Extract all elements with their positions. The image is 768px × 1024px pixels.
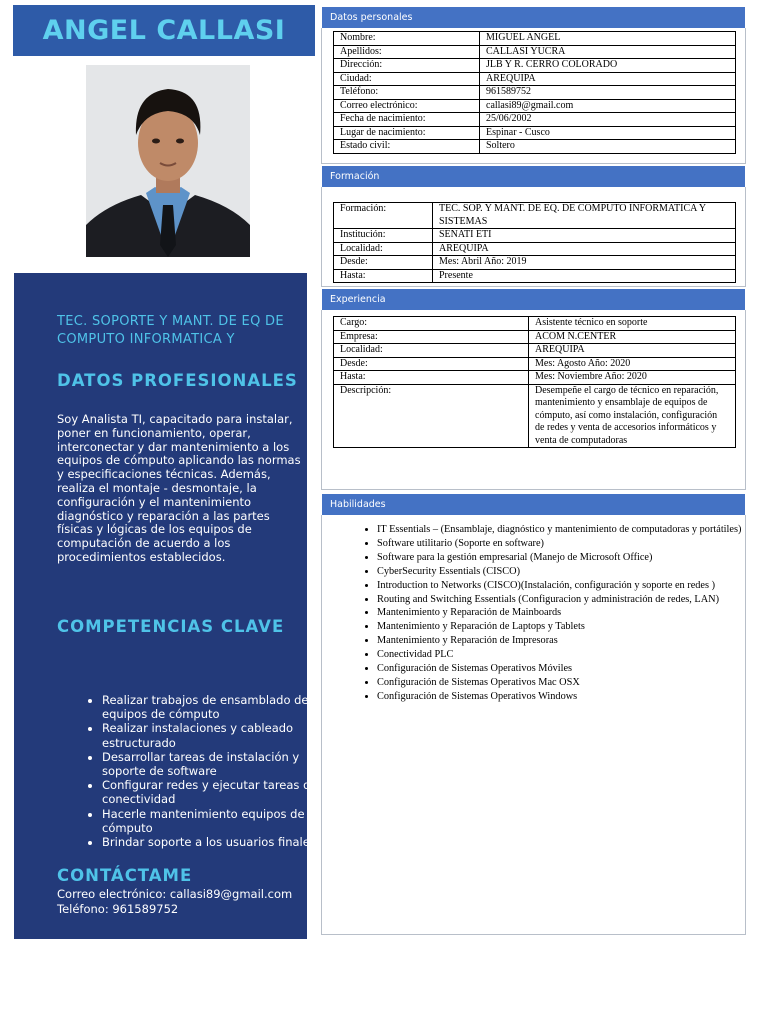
competencias-heading: COMPETENCIAS CLAVE <box>57 617 285 636</box>
contact-email: Correo electrónico: callasi89@gmail.com <box>57 887 293 901</box>
formacion-table <box>333 202 736 283</box>
list-item: • Brindar soporte a los usuarios finales <box>102 835 342 849</box>
contact-heading: CONTÁCTAME <box>57 866 193 885</box>
field-value: Presente <box>433 269 736 283</box>
field-label: Teléfono: <box>334 86 480 100</box>
experiencia-table <box>333 316 736 448</box>
list-item: • Realizar instalaciones y cableado estructurado <box>102 721 342 749</box>
personal-table <box>333 31 736 154</box>
section-title: Experiencia <box>330 294 386 305</box>
list-item: • Desarrollar tareas de instalación y soporte de software <box>102 750 342 778</box>
table-row <box>334 45 736 59</box>
left-panel <box>14 273 318 939</box>
table-row <box>334 32 736 46</box>
list-item: • Mantenimiento y Reparación de Impresoras <box>377 634 749 648</box>
table-row <box>334 330 736 344</box>
field-value: TEC. SOP. Y MANT. DE EQ. DE COMPUTO INFORMATICA Y SISTEMAS <box>433 203 736 229</box>
person-portrait-icon <box>86 65 250 257</box>
section-header-personal <box>322 7 745 28</box>
field-value: MIGUEL ANGEL <box>480 32 736 46</box>
list-item: • Configurar redes y ejecutar tareas de conectividad <box>102 778 342 806</box>
datos-profesionales-text: Soy Analista TI, capacitado para instalar, poner en funcionamiento, operar, interconectar y dar mantenimiento a los equipos de cómputo aplicando las normas y especificaciones técnicas. Además, realiza el montaje - desmontaje, la configuración y el mantenimiento diagnóstico y reparación a las partes físicas y lógicas de los equipos de computación de acuerdo a los procedimientos establecidos. <box>57 412 301 564</box>
field-value: CALLASI YUCRA <box>480 45 736 59</box>
table-row <box>334 344 736 358</box>
section-title: Habilidades <box>330 499 386 510</box>
field-label: Dirección: <box>334 59 480 73</box>
table-row <box>334 59 736 73</box>
section-title: Formación <box>330 171 380 182</box>
field-label: Localidad: <box>334 242 433 256</box>
profile-photo <box>86 65 250 257</box>
section-header-habilidades <box>322 494 745 515</box>
list-item: • Software para la gestión empresarial (Manejo de Microsoft Office) <box>377 551 749 565</box>
field-label: Estado civil: <box>334 140 480 154</box>
field-label: Institución: <box>334 229 433 243</box>
field-label: Correo electrónico: <box>334 99 480 113</box>
contact-phone: Teléfono: 961589752 <box>57 902 179 916</box>
table-row <box>334 140 736 154</box>
list-item: • Configuración de Sistemas Operativos Windows <box>377 690 749 704</box>
field-label: Ciudad: <box>334 72 480 86</box>
competencias-list <box>62 693 342 849</box>
list-item: • Mantenimiento y Reparación de Mainboards <box>377 606 749 620</box>
table-row <box>334 72 736 86</box>
table-row <box>334 357 736 371</box>
profile-title: TEC. SOPORTE Y MANT. DE EQ DE COMPUTO INFORMATICA Y <box>57 314 284 347</box>
table-row <box>334 317 736 331</box>
list-item: • Configuración de Sistemas Operativos Mac OSX <box>377 676 749 690</box>
list-item: • Configuración de Sistemas Operativos Móviles <box>377 662 749 676</box>
field-value: callasi89@gmail.com <box>480 99 736 113</box>
field-label: Empresa: <box>334 330 529 344</box>
field-label: Formación: <box>334 203 433 229</box>
list-item: • Realizar trabajos de ensamblado de equipos de cómputo <box>102 693 342 721</box>
list-item: • IT Essentials – (Ensamblaje, diagnóstico y mantenimiento de computadoras y portátiles) <box>377 523 749 537</box>
field-label: Hasta: <box>334 371 529 385</box>
list-item: • Software utilitario (Soporte en software) <box>377 537 749 551</box>
field-value: Espinar - Cusco <box>480 126 736 140</box>
table-row <box>334 99 736 113</box>
full-name: ANGEL CALLASI <box>42 15 286 46</box>
section-header-formacion <box>322 166 745 187</box>
table-row <box>334 371 736 385</box>
field-label: Desde: <box>334 357 529 371</box>
field-value: AREQUIPA <box>480 72 736 86</box>
table-row <box>334 384 736 448</box>
table-row <box>334 242 736 256</box>
name-banner <box>13 5 315 56</box>
list-item: • Conectividad PLC <box>377 648 749 662</box>
field-label: Desde: <box>334 256 433 270</box>
field-value: JLB Y R. CERRO COLORADO <box>480 59 736 73</box>
section-header-experiencia <box>322 289 745 310</box>
field-value: ACOM N.CENTER <box>529 330 736 344</box>
field-label: Lugar de nacimiento: <box>334 126 480 140</box>
table-row <box>334 229 736 243</box>
field-label: Cargo: <box>334 317 529 331</box>
datos-profesionales-heading: DATOS PROFESIONALES <box>57 371 298 390</box>
list-item: • CyberSecurity Essentials (CISCO) <box>377 565 749 579</box>
contact-info <box>57 887 302 917</box>
field-value: 25/06/2002 <box>480 113 736 127</box>
list-item: • Routing and Switching Essentials (Configuracion y administración de redes, LAN) <box>377 593 749 607</box>
table-row <box>334 126 736 140</box>
list-item: • Mantenimiento y Reparación de Laptops y Tablets <box>377 620 749 634</box>
table-row <box>334 269 736 283</box>
table-row <box>334 256 736 270</box>
list-item: • Introduction to Networks (CISCO)(Instalación, configuración y soporte en redes ) <box>377 579 749 593</box>
field-label: Hasta: <box>334 269 433 283</box>
field-value: Mes: Agosto Año: 2020 <box>529 357 736 371</box>
field-value: AREQUIPA <box>433 242 736 256</box>
table-row <box>334 113 736 127</box>
section-title: Datos personales <box>330 12 413 23</box>
field-label: Descripción: <box>334 384 529 448</box>
table-row <box>334 86 736 100</box>
field-label: Fecha de nacimiento: <box>334 113 480 127</box>
habilidades-list <box>359 523 749 704</box>
field-value: 961589752 <box>480 86 736 100</box>
field-value: AREQUIPA <box>529 344 736 358</box>
field-value: Mes: Abril Año: 2019 <box>433 256 736 270</box>
field-label: Apellidos: <box>334 45 480 59</box>
field-label: Localidad: <box>334 344 529 358</box>
field-value: Mes: Noviembre Año: 2020 <box>529 371 736 385</box>
field-value: SENATI ETI <box>433 229 736 243</box>
table-row <box>334 203 736 229</box>
field-value: Asistente técnico en soporte <box>529 317 736 331</box>
field-label: Nombre: <box>334 32 480 46</box>
field-value: Soltero <box>480 140 736 154</box>
list-item: • Hacerle mantenimiento equipos de cómputo <box>102 807 342 835</box>
field-value: Desempeñe el cargo de técnico en reparación, mantenimiento y ensamblaje de equipos de cómputo, así como instalación, configuración de redes y venta de accesorios informáticos y venta de computadoras <box>529 384 736 448</box>
